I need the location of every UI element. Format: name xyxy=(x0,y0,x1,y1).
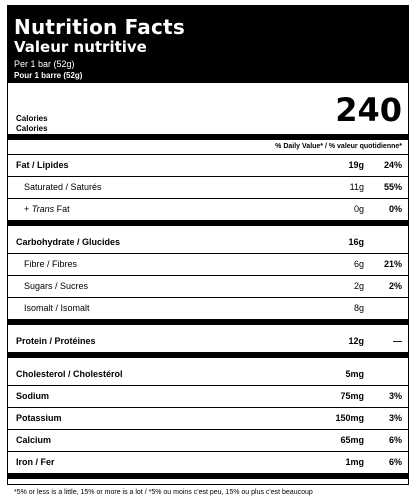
nutrient-amount: 2g xyxy=(353,281,364,291)
nutrient-daily-value: 21% xyxy=(383,259,402,269)
nutrient-daily-value: 0% xyxy=(388,204,402,214)
nutrient-row-calcium xyxy=(8,430,408,452)
nutrient-name: Fat / Lipides xyxy=(16,160,69,170)
trans-suffix: Fat xyxy=(54,204,70,214)
nutrient-amount: 11g xyxy=(349,182,364,192)
nutrient-name: Calcium xyxy=(16,435,52,445)
nutrient-name: Cholesterol / Cholestérol xyxy=(16,369,123,379)
calories-label-english: Calories xyxy=(16,114,48,123)
nutrient-amount: 5mg xyxy=(345,369,364,379)
nutrient-row-sugars xyxy=(8,276,408,298)
daily-value-header: % Daily Value* / % valeur quotidienne* xyxy=(8,140,408,155)
nutrient-row-cholesterol xyxy=(8,364,408,386)
nutrient-daily-value: — xyxy=(393,336,402,346)
nutrient-name: Sugars / Sucres xyxy=(24,281,89,291)
nutrient-name: Protein / Protéines xyxy=(16,336,96,346)
calories-row xyxy=(8,83,408,140)
nutrient-name: Saturated / Saturés xyxy=(24,182,102,192)
nutrient-row-fibre xyxy=(8,254,408,276)
nutrient-daily-value: 2% xyxy=(388,281,402,291)
nutrient-daily-value: 6% xyxy=(388,457,402,467)
trans-prefix: + xyxy=(24,204,32,214)
label-header xyxy=(8,6,408,83)
nutrient-row-isomalt xyxy=(8,298,408,325)
nutrient-amount: 8g xyxy=(353,303,364,313)
nutrient-daily-value: 24% xyxy=(383,160,402,170)
nutrient-daily-value: 3% xyxy=(388,413,402,423)
nutrient-row-iron xyxy=(8,452,408,479)
nutrient-row-sodium xyxy=(8,386,408,408)
nutrient-name: Carbohydrate / Glucides xyxy=(16,237,121,247)
nutrient-name: Fibre / Fibres xyxy=(24,259,78,269)
nutrient-row-trans xyxy=(8,199,408,226)
nutrient-amount: 1mg xyxy=(345,457,364,467)
nutrient-row-potassium xyxy=(8,408,408,430)
nutrient-amount: 6g xyxy=(353,259,364,269)
serving-size-french: Pour 1 barre (52g) xyxy=(14,71,83,80)
nutrient-row-protein xyxy=(8,331,408,358)
nutrient-row-carbohydrate xyxy=(8,232,408,254)
nutrient-name: Potassium xyxy=(16,413,62,423)
title-french: Valeur nutritive xyxy=(14,38,147,56)
nutrient-row-saturated xyxy=(8,177,408,199)
nutrient-name: Iron / Fer xyxy=(16,457,55,467)
trans-italic: Trans xyxy=(31,204,55,214)
footnote: *5% or less is a little, 15% or more is a lot / *5% ou moins c'est peu, 15% ou plus c'est beaucoup xyxy=(14,489,313,496)
nutrient-daily-value: 55% xyxy=(383,182,402,192)
nutrient-amount: 0g xyxy=(353,204,364,214)
serving-size-english: Per 1 bar (52g) xyxy=(14,59,75,69)
nutrient-name: Isomalt / Isomalt xyxy=(24,303,90,313)
nutrient-row-fat xyxy=(8,155,408,177)
nutrient-amount: 75mg xyxy=(340,391,364,401)
nutrient-amount: 16g xyxy=(348,237,364,247)
calories-value: 240 xyxy=(335,91,402,129)
nutrient-name xyxy=(24,204,70,214)
calories-label-french: Calories xyxy=(16,124,48,133)
nutrition-facts-label xyxy=(7,5,409,496)
nutrient-amount: 65mg xyxy=(340,435,364,445)
title-english: Nutrition Facts xyxy=(14,15,185,39)
nutrient-name: Sodium xyxy=(16,391,49,401)
nutrient-daily-value: 3% xyxy=(388,391,402,401)
nutrient-daily-value: 6% xyxy=(388,435,402,445)
nutrient-amount: 150mg xyxy=(335,413,364,423)
nutrient-amount: 12g xyxy=(348,336,364,346)
nutrient-amount: 19g xyxy=(348,160,364,170)
